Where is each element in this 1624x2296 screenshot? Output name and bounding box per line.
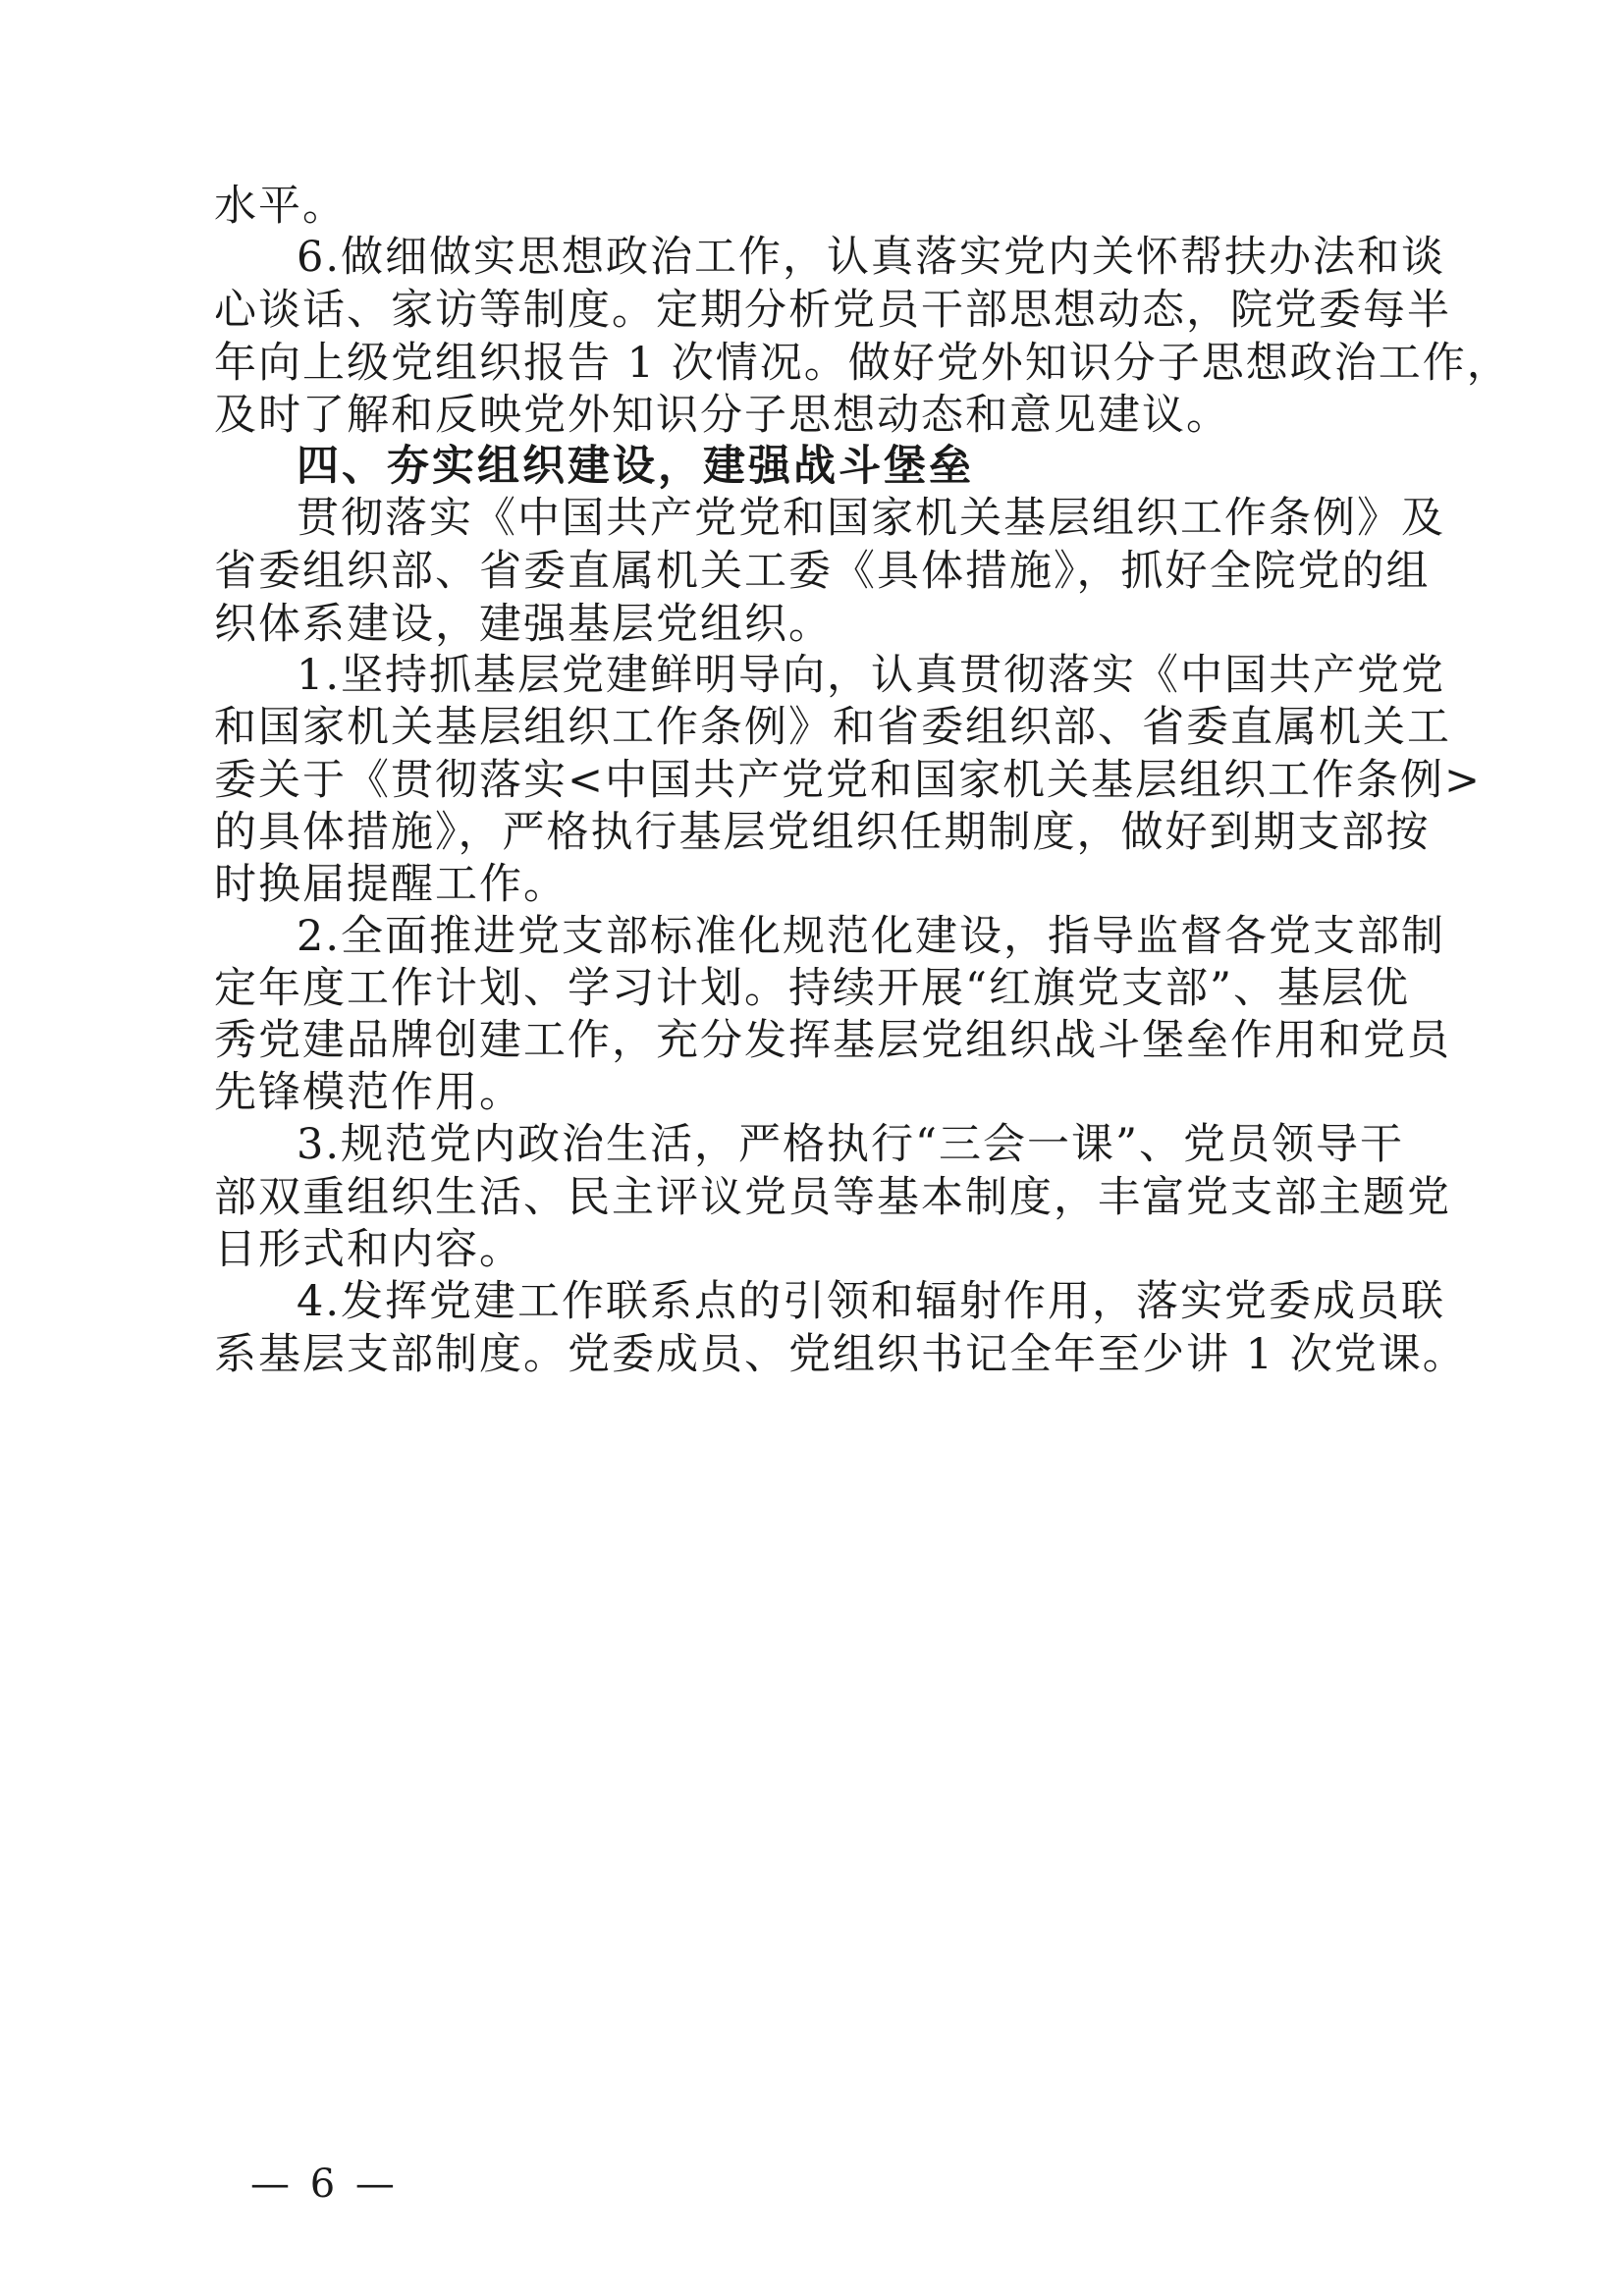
paragraph-item-6: 6.做细做实思想政治工作，认真落实党内关怀帮扶办法和谈 (297, 233, 1446, 282)
paragraph-item-1: 1.坚持抓基层党建鲜明导向，认真贯彻落实《中国共产党党 (297, 651, 1446, 700)
paragraph-item-4: 4.发挥党建工作联系点的引领和辐射作用，落实党委成员联 (297, 1277, 1446, 1326)
text-line: 年向上级党组织报告 1 次情况。做好党外知识分子思想政治工作， (214, 339, 1511, 388)
text-line: 和国家机关基层组织工作条例》和省委组织部、省委直属机关工 (214, 703, 1451, 752)
text-line: 系基层支部制度。党委成员、党组织书记全年至少讲 1 次党课。 (214, 1330, 1467, 1379)
text-line: 日形式和内容。 (214, 1225, 523, 1274)
section-heading: 四、夯实组织建设，建强战斗堡垒 (297, 442, 974, 491)
text-line: 部双重组织生活、民主评议党员等基本制度，丰富党支部主题党 (214, 1173, 1451, 1222)
text-line: 织体系建设，建强基层党组织。 (214, 600, 833, 649)
text-line: 省委组织部、省委直属机关工委《具体措施》，抓好全院党的组 (214, 547, 1431, 596)
text-line: 秀党建品牌创建工作，充分发挥基层党组织战斗堡垒作用和党员 (214, 1016, 1451, 1065)
text-line: 委关于《贯彻落实<中国共产党党和国家机关基层组织工作条例> (214, 756, 1483, 805)
text-line: 先锋模范作用。 (214, 1068, 523, 1117)
paragraph-item-2: 2.全面推进党支部标准化规范化建设，指导监督各党支部制 (297, 912, 1446, 961)
text-line: 的具体措施》，严格执行基层党组织任期制度，做好到期支部按 (214, 808, 1431, 857)
text-line: 及时了解和反映党外知识分子思想动态和意见建议。 (214, 391, 1230, 440)
paragraph-intro: 贯彻落实《中国共产党党和国家机关基层组织工作条例》及 (297, 494, 1445, 543)
text-line: 心谈话、家访等制度。定期分析党员干部思想动态，院党委每半 (214, 286, 1451, 335)
text-line: 定年度工作计划、学习计划。持续开展“红旗党支部”、基层优 (214, 964, 1410, 1013)
text-line: 时换届提醒工作。 (214, 860, 568, 909)
paragraph-item-3: 3.规范党内政治生活，严格执行“三会一课”、党员领导干 (297, 1120, 1404, 1169)
page-number: — 6 — (250, 2162, 399, 2207)
text-line: 水平。 (214, 182, 347, 231)
